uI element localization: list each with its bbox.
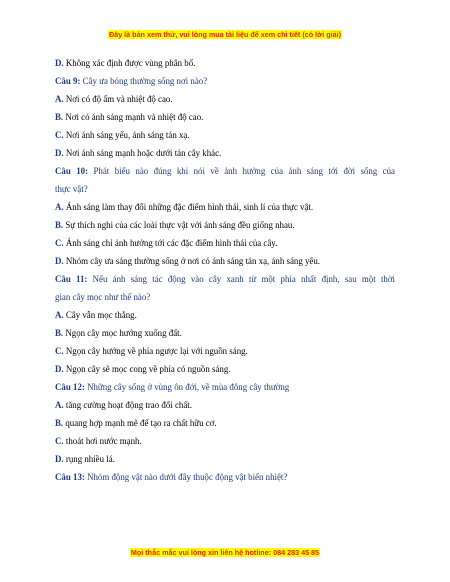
question-12 — [55, 378, 395, 396]
option-text: Ngọn cây sẽ mọc cong về phía có nguồn sáng. — [65, 364, 231, 374]
option-label: C. — [55, 436, 64, 446]
question-stem: Những cây sống ở vùng ôn đới, về mùa đông cây thường — [87, 382, 290, 392]
option-text: Ngọn cây mọc hướng xuống đất. — [65, 328, 182, 338]
option-label: A. — [55, 400, 64, 410]
option-text: Không xác định được vùng phân bố. — [65, 58, 196, 68]
option-text: Nơi có ánh sáng mạnh và nhiệt độ cao. — [65, 112, 204, 122]
option-label: A. — [55, 310, 64, 320]
question-stem: thực vật? — [55, 184, 88, 194]
option-label: D. — [55, 148, 64, 158]
question-stem: Nhóm động vật nào dưới đây thuộc động vật biến nhiệt? — [87, 472, 288, 482]
question-13 — [55, 468, 395, 486]
question-10 — [55, 162, 395, 180]
option-label: D. — [55, 364, 64, 374]
question-stem-continued — [55, 288, 395, 306]
option-text: Ánh sáng làm thay đổi những đặc điểm hình thái, sinh lí của thực vật. — [65, 202, 314, 212]
option-label: C. — [55, 238, 64, 248]
option-label: D. — [55, 58, 64, 68]
option-row — [55, 54, 395, 72]
option-label: B. — [55, 112, 64, 122]
option-row — [55, 198, 395, 216]
hotline-notice-text: Mọi thắc mắc vui lòng xin liên hệ hotline: 084 283 45 85 — [130, 548, 320, 557]
option-label: B. — [55, 328, 64, 338]
option-text: Nơi có độ ẩm và nhiệt độ cao. — [65, 94, 173, 104]
preview-notice-banner — [0, 30, 450, 39]
option-text: Nhóm cây ưa sáng thường sống ở nơi có ánh sáng tán xạ, ánh sáng yếu. — [65, 256, 321, 266]
option-label: B. — [55, 220, 64, 230]
option-row — [55, 324, 395, 342]
question-9 — [55, 72, 395, 90]
question-stem-continued — [55, 180, 395, 198]
option-label: A. — [55, 94, 64, 104]
question-11 — [55, 270, 395, 288]
preview-notice-text: Đây là bản xem thử, vui lòng mua tài liệu để xem chi tiết (có lời giải) — [109, 30, 341, 39]
option-row — [55, 306, 395, 324]
option-text: quang hợp mạnh mẽ để tạo ra chất hữu cơ. — [65, 418, 217, 428]
option-text: Sự thích nghi của các loài thực vật với ánh sáng đều giống nhau. — [65, 220, 295, 230]
option-label: D. — [55, 256, 64, 266]
question-label: Câu 11: — [55, 274, 88, 284]
option-label: A. — [55, 202, 64, 212]
option-text: rụng nhiều lá. — [65, 454, 115, 464]
option-text: Ánh sáng chỉ ảnh hưởng tới các đặc điểm hình thái của cây. — [65, 238, 278, 248]
option-row — [55, 414, 395, 432]
option-row — [55, 90, 395, 108]
option-row — [55, 396, 395, 414]
option-row — [55, 342, 395, 360]
option-text: Cây vẫn mọc thẳng. — [65, 310, 137, 320]
question-label: Câu 9: — [55, 76, 81, 86]
question-label: Câu 13: — [55, 472, 85, 482]
option-text: tăng cường hoạt động trao đổi chất. — [65, 400, 192, 410]
option-row — [55, 108, 395, 126]
document-body — [55, 54, 395, 486]
option-label: C. — [55, 130, 64, 140]
option-row — [55, 234, 395, 252]
option-row — [55, 432, 395, 450]
option-text: thoát hơi nước mạnh. — [65, 436, 142, 446]
option-label: D. — [55, 454, 64, 464]
option-row — [55, 216, 395, 234]
question-stem: Cây ưa bóng thường sống nơi nào? — [82, 76, 208, 86]
option-label: B. — [55, 418, 64, 428]
option-row — [55, 144, 395, 162]
question-label: Câu 10: — [55, 166, 89, 176]
question-stem: gian cây mọc như thế nào? — [55, 292, 151, 302]
option-label: C. — [55, 346, 64, 356]
option-row — [55, 450, 395, 468]
question-stem: Nếu ánh sáng tác động vào cây xanh từ một phía nhất định, sau một thời — [92, 274, 396, 284]
option-text: Ngọn cây hướng về phía ngược lại với nguồn sáng. — [65, 346, 248, 356]
option-row — [55, 126, 395, 144]
option-row — [55, 252, 395, 270]
question-stem: Phát biểu nào đúng khi nói về ảnh hưởng của ánh sáng tới đời sống của — [93, 166, 395, 176]
option-row — [55, 360, 395, 378]
option-text: Nơi ánh sáng mạnh hoặc dưới tán cây khác. — [65, 148, 222, 158]
option-text: Nơi ánh sáng yếu, ánh sáng tán xạ. — [65, 130, 190, 140]
question-label: Câu 12: — [55, 382, 85, 392]
hotline-notice-banner — [0, 548, 450, 557]
